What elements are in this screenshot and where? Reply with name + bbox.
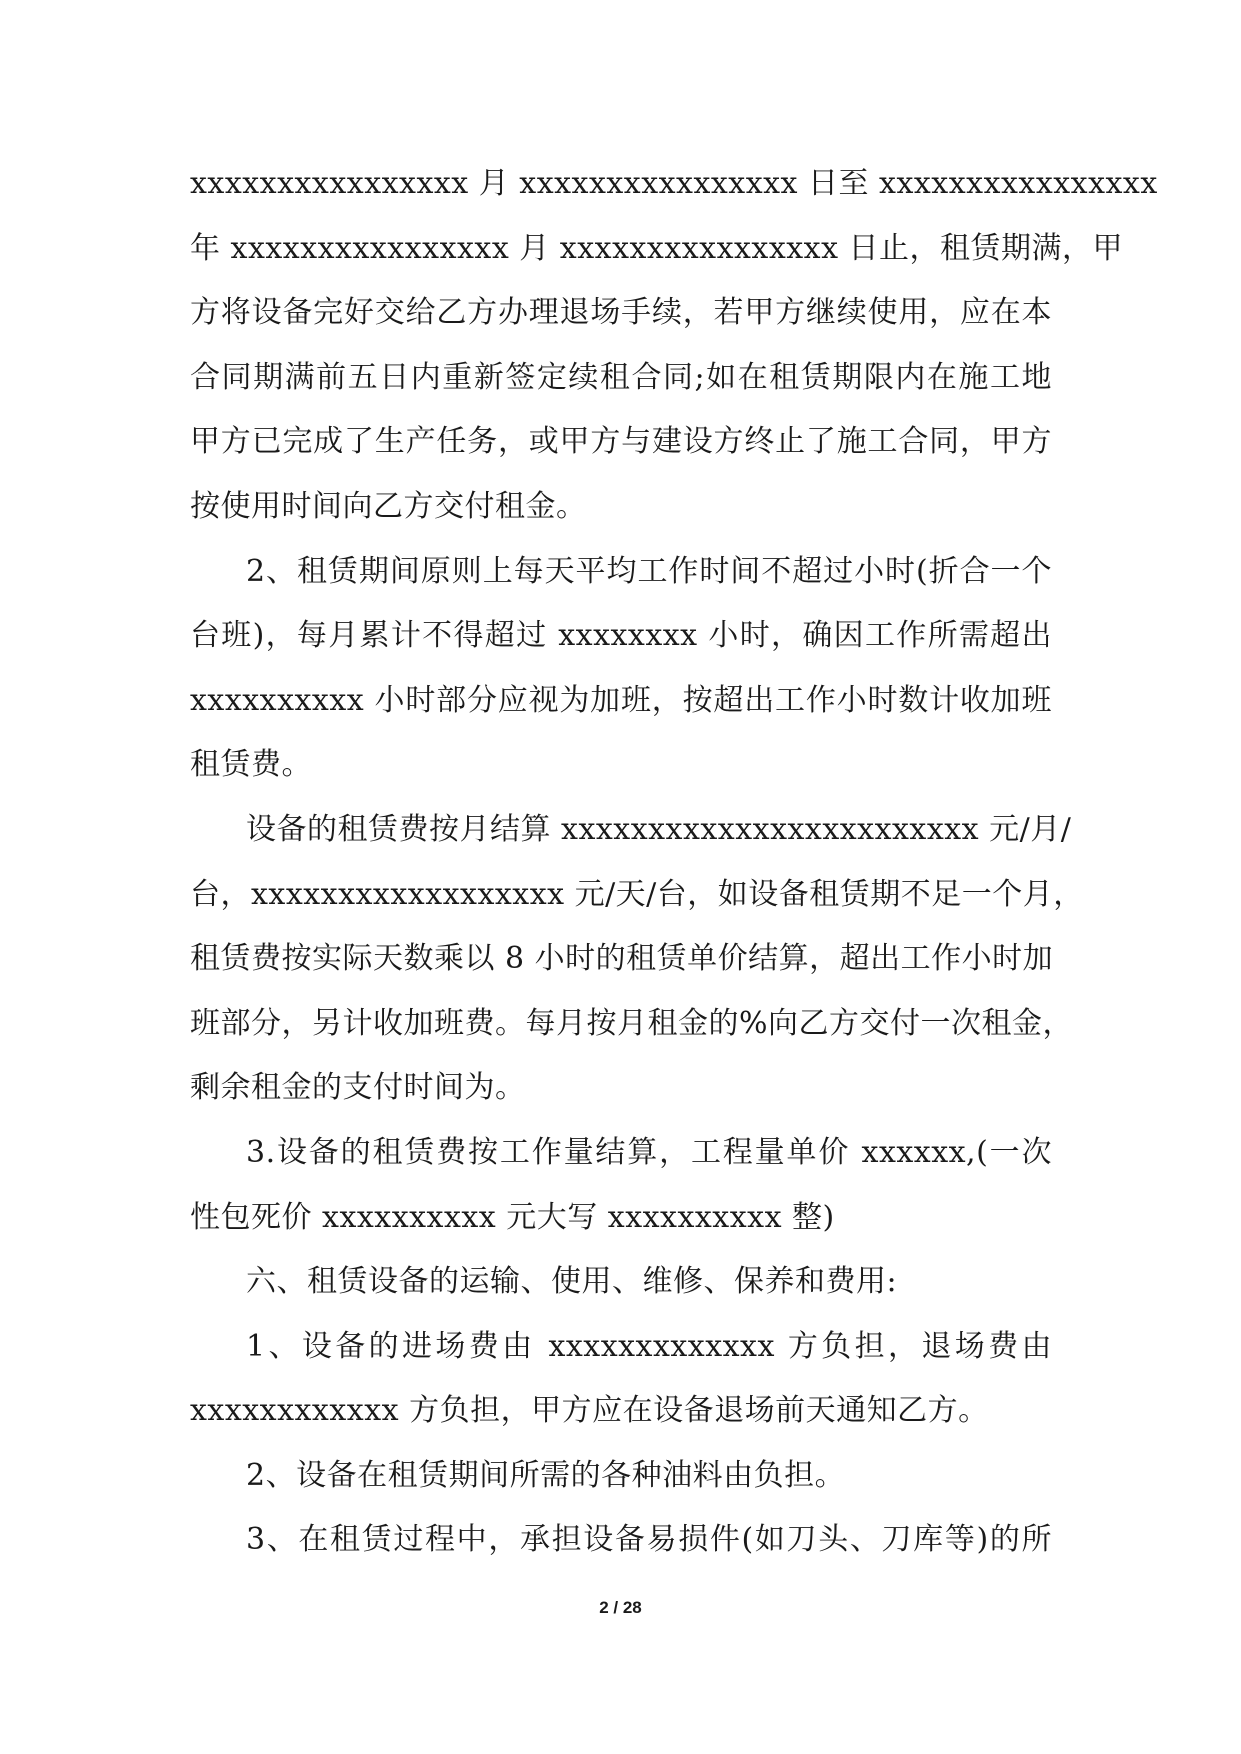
text-line: 3、在租赁过程中，承担设备易损件(如刀头、刀库等)的所 bbox=[246, 1522, 1052, 1558]
document-body bbox=[190, 152, 1158, 1573]
text-line: 方将设备完好交给乙方办理退场手续，若甲方继续使用，应在本 bbox=[190, 295, 1052, 331]
text-line: 性包死价 xxxxxxxxxx 元大写 xxxxxxxxxx 整) bbox=[190, 1199, 835, 1235]
text-line: 按使用时间向乙方交付租金。 bbox=[190, 488, 587, 524]
text-line: 设备的租赁费按月结算 xxxxxxxxxxxxxxxxxxxxxxxx 元/月/ bbox=[246, 811, 1072, 847]
text-line: 台班)，每月累计不得超过 xxxxxxxx 小时，确因工作所需超出 bbox=[190, 618, 1052, 654]
text-line: 3.设备的租赁费按工作量结算，工程量单价 xxxxxx,(一次 bbox=[246, 1134, 1052, 1170]
text-line: 租赁费。 bbox=[190, 747, 312, 783]
text-line: 年 xxxxxxxxxxxxxxxx 月 xxxxxxxxxxxxxxxx 日止，租赁期满，甲 bbox=[190, 230, 1124, 266]
page-number: 2 / 28 bbox=[599, 1598, 642, 1617]
text-line: 甲方已完成了生产任务，或甲方与建设方终止了施工合同，甲方 bbox=[190, 424, 1052, 460]
text-line: 剩余租金的支付时间为。 bbox=[190, 1070, 526, 1106]
text-line: xxxxxxxxxxxx 方负担，甲方应在设备退场前天通知乙方。 bbox=[190, 1393, 989, 1429]
text-line: 2、租赁期间原则上每天平均工作时间不超过小时(折合一个 bbox=[246, 553, 1052, 589]
text-line: 台，xxxxxxxxxxxxxxxxxx 元/天/台，如设备租赁期不足一个月， bbox=[190, 876, 1084, 912]
text-line: xxxxxxxxxx 小时部分应视为加班，按超出工作小时数计收加班 bbox=[190, 682, 1052, 718]
text-line: 班部分，另计收加班费。每月按月租金的%向乙方交付一次租金， bbox=[190, 1005, 1074, 1041]
text-line: xxxxxxxxxxxxxxxx 月 xxxxxxxxxxxxxxxx 日至 xxxxxxxxxxxxxxxx bbox=[190, 166, 1158, 201]
text-line: 2、设备在租赁期间所需的各种油料由负担。 bbox=[246, 1457, 846, 1493]
text-line: 1、设备的进场费由 xxxxxxxxxxxxx 方负担，退场费由 bbox=[246, 1328, 1052, 1364]
section-heading: 六、租赁设备的运输、使用、维修、保养和费用: bbox=[246, 1264, 898, 1300]
text-line: 合同期满前五日内重新签定续租合同;如在租赁期限内在施工地 bbox=[190, 359, 1052, 395]
text-line: 租赁费按实际天数乘以 8 小时的租赁单价结算，超出工作小时加 bbox=[190, 941, 1054, 977]
